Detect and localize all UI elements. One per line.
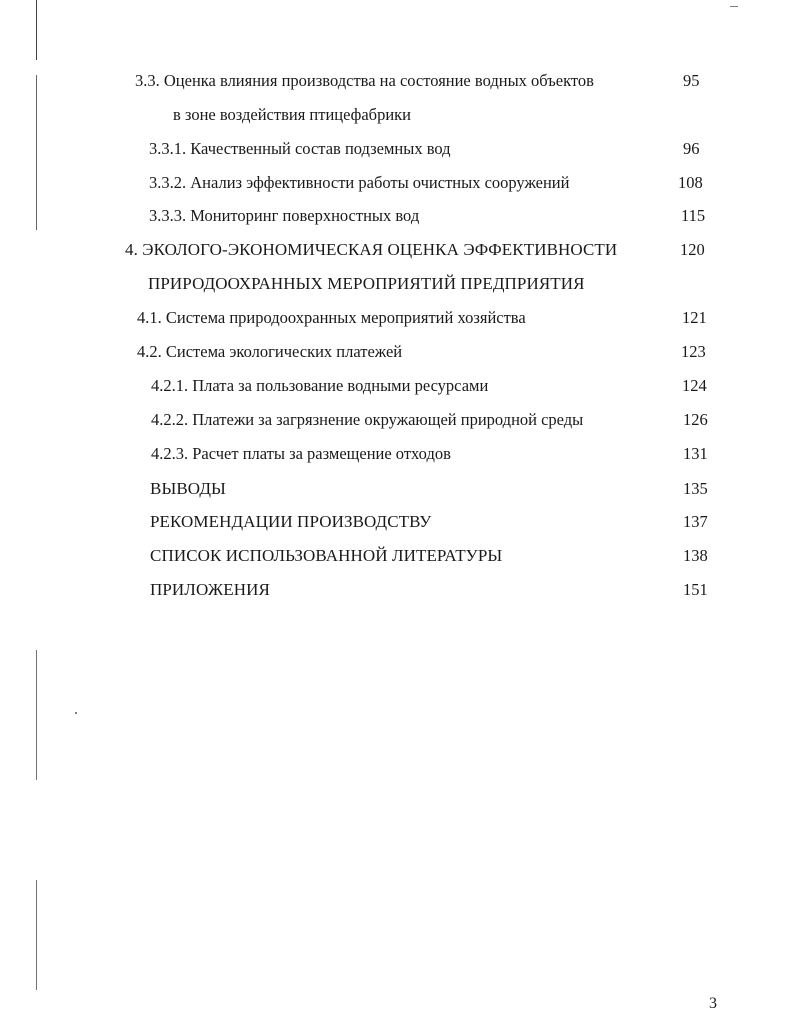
toc-entry-title: 4. ЭКОЛОГО-ЭКОНОМИЧЕСКАЯ ОЦЕНКА ЭФФЕКТИВНОСТИ [125, 240, 618, 259]
toc-entry [150, 479, 226, 499]
toc-entry-title: в зоне воздействия птицефабрики [173, 105, 411, 124]
scan-edge-line [36, 0, 37, 1027]
toc-entry-title: 4.2.1. Плата за пользование водными ресурсами [151, 376, 489, 395]
toc-entry [151, 410, 583, 430]
toc-entry-page: 124 [682, 376, 707, 395]
toc-entry-page: 96 [683, 139, 700, 158]
toc-entry [137, 308, 526, 328]
toc-entry-page: 121 [682, 308, 707, 327]
toc-entry-page: 108 [678, 173, 703, 192]
toc-entry [125, 240, 617, 260]
toc-entry [149, 206, 419, 226]
toc-entry [135, 71, 594, 91]
toc-entry-page: 138 [683, 546, 708, 565]
toc-entry-title: 4.1. Система природоохранных мероприятий хозяйства [137, 308, 526, 327]
toc-entry [150, 512, 431, 532]
toc-entry [151, 376, 488, 396]
toc-entry [149, 173, 569, 193]
toc-entry [150, 546, 502, 566]
toc-entry-title: 4.2.3. Расчет платы за размещение отходов [151, 444, 451, 463]
toc-entry [148, 274, 585, 294]
scan-speck [730, 6, 738, 7]
toc-entry-title: 3.3. Оценка влияния производства на состояние водных объектов [135, 71, 594, 90]
toc-entry-page: 131 [683, 444, 708, 463]
toc-entry [150, 580, 270, 600]
toc-entry-title: РЕКОМЕНДАЦИИ ПРОИЗВОДСТВУ [150, 512, 432, 531]
toc-entry-title: ПРИЛОЖЕНИЯ [150, 580, 270, 599]
toc-entry-title: 4.2. Система экологических платежей [137, 342, 403, 361]
toc-entry [173, 105, 411, 125]
toc-entry-title: СПИСОК ИСПОЛЬЗОВАННОЙ ЛИТЕРАТУРЫ [150, 546, 503, 565]
toc-entry-page: 95 [683, 71, 700, 90]
toc-entry-page: 137 [683, 512, 708, 531]
toc-entry-page: 135 [683, 479, 708, 498]
toc-entry-title: 3.3.1. Качественный состав подземных вод [149, 139, 451, 158]
scan-speck [75, 712, 77, 714]
page-number: 3 [709, 995, 717, 1012]
toc-entry-title: 3.3.3. Мониторинг поверхностных вод [149, 206, 420, 225]
toc-entry-page: 123 [681, 342, 706, 361]
toc-entry-title: 4.2.2. Платежи за загрязнение окружающей природной среды [151, 410, 584, 429]
toc-entry-title: ПРИРОДООХРАННЫХ МЕРОПРИЯТИЙ ПРЕДПРИЯТИЯ [148, 274, 585, 293]
toc-entry [151, 444, 451, 464]
toc-entry [137, 342, 402, 362]
toc-entry-page: 126 [683, 410, 708, 429]
toc-entry-page: 115 [681, 206, 706, 225]
toc-entry-title: 3.3.2. Анализ эффективности работы очистных сооружений [149, 173, 570, 192]
toc-entry [149, 139, 451, 159]
toc-entry-page: 120 [680, 240, 705, 259]
toc-entry-page: 151 [683, 580, 708, 599]
toc-entry-title: ВЫВОДЫ [150, 479, 226, 498]
